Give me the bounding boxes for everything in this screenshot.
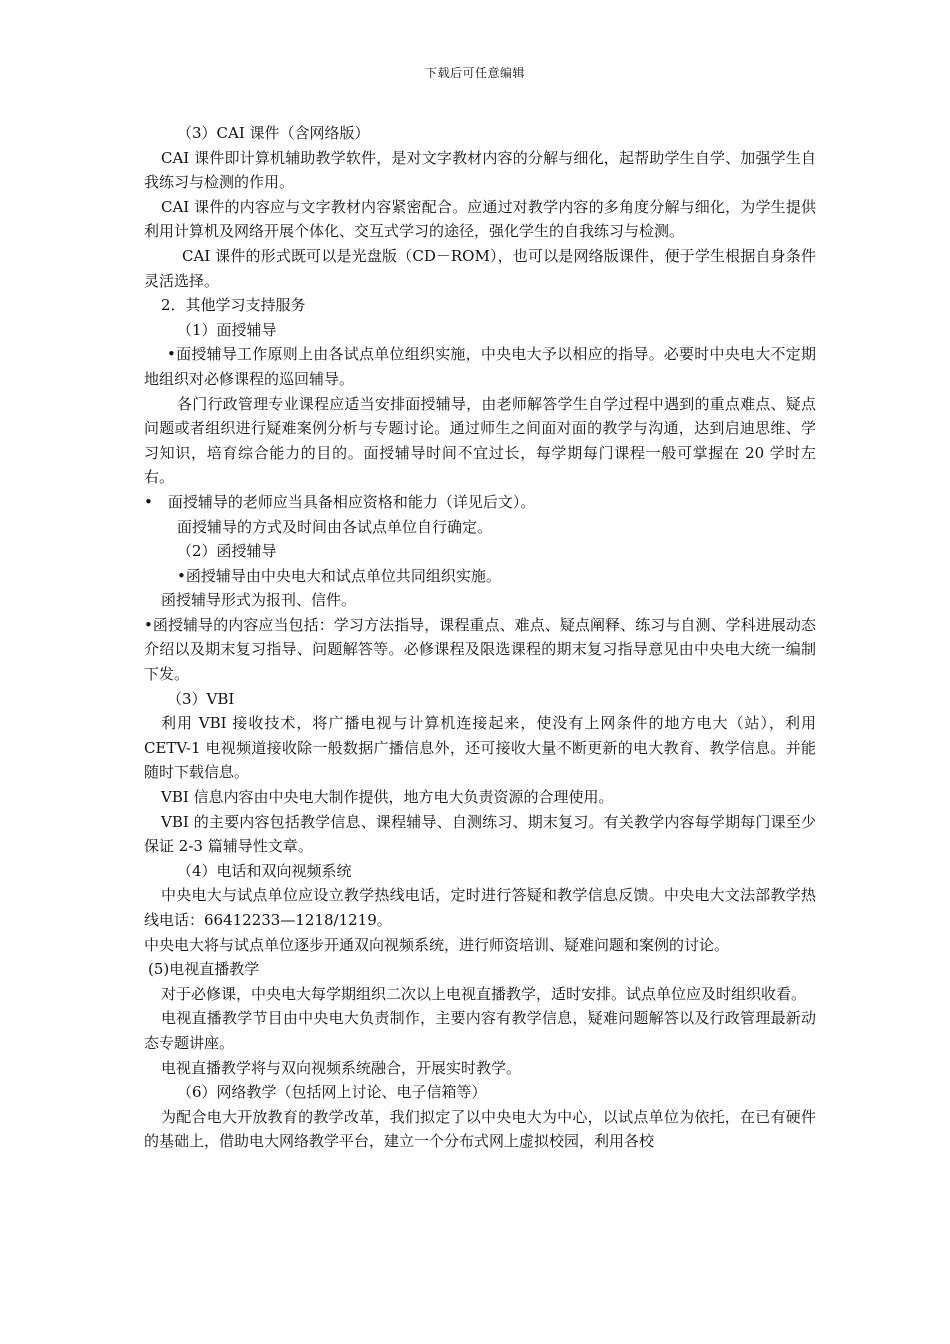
paragraph: 对于必修课，中央电大每学期组织二次以上电视直播教学，适时安排。试点单位应及时组织收看。	[161, 984, 807, 1003]
paragraph: CAI 课件的内容应与文字教材内容紧密配合。应通过对教学内容的多角度分解与细化，为学生提供利用计算机及网络开展个体化、交互式学习的途径，强化学生的自我练习与检测。	[144, 197, 816, 241]
heading-correspondence: （2）函授辅导	[177, 542, 277, 561]
heading-face-to-face: （1）面授辅导	[177, 320, 277, 339]
paragraph: VBI 信息内容由中央电大制作提供，地方电大负责资源的合理使用。	[161, 788, 614, 807]
heading-phone-video: （4）电话和双向视频系统	[177, 861, 352, 880]
heading-cai-courseware: （3）CAI 课件（含网络版）	[177, 124, 370, 142]
paragraph: 利用 VBI 接收技术，将广播电视与计算机连接起来，使没有上网条件的地方电大（站），利用 CETV-1 电视频道接收除一般数据广播信息外，还可接收大量不断更新的电大教育、教学信息。并能随时下载信息。	[144, 714, 816, 782]
paragraph: VBI 的主要内容包括教学信息、课程辅导、自测练习、期末复习。有关教学内容每学期每门课至少保证 2-3 篇辅导性文章。	[144, 812, 816, 856]
paragraph: 为配合电大开放教育的教学改革，我们拟定了以中央电大为中心，以试点单位为依托，在已有硬件的基础上，借助电大网络教学平台，建立一个分布式网上虚拟校园，利用各校	[144, 1107, 816, 1151]
page-header: 下载后可任意编辑	[424, 66, 525, 80]
paragraph: 函授辅导形式为报刊、信件。	[161, 591, 357, 610]
paragraph: 电视直播教学将与双向视频系统融合，开展实时教学。	[161, 1058, 522, 1077]
paragraph: CAI 课件即计算机辅助教学软件，是对文字教材内容的分解与细化，起帮助学生自学、加强学生自我练习与检测的作用。	[144, 148, 816, 192]
bullet-paragraph: •函授辅导的内容应当包括：学习方法指导，课程重点、难点、疑点阐释、练习与自测、学科进展动态介绍以及期末复习指导、问题解答等。必修课程及限选课程的期末复习指导意见由中央电大统一编制下发。	[144, 615, 816, 684]
paragraph: 中央电大将与试点单位逐步开通双向视频系统，进行师资培训、疑难问题和案例的讨论。	[144, 935, 730, 954]
bullet-paragraph: •函授辅导由中央电大和试点单位共同组织实施。	[177, 566, 501, 585]
bullet-paragraph: •面授辅导工作原则上由各试点单位组织实施，中央电大予以相应的指导。必要时中央电大不定期地组织对必修课程的巡回辅导。	[144, 345, 816, 388]
paragraph: CAI 课件的形式既可以是光盘版（CD－ROM），也可以是网络版课件，便于学生根据自身条件灵活选择。	[144, 246, 816, 290]
heading-vbi: （3）VBI	[167, 689, 235, 708]
bullet-paragraph: • 面授辅导的老师应当具备相应资格和能力（详见后文）。	[144, 492, 536, 511]
paragraph: 各门行政管理专业课程应适当安排面授辅导，由老师解答学生自学过程中遇到的重点难点、疑点问题或者组织进行疑难案例分析与专题讨论。通过师生之间面对面的教学与沟通，达到启迪思维、学习知识，培育综合能力的目的。面授辅导时间不宜过长，每学期每门课程一般可掌握在 20 学时左右。	[144, 394, 816, 487]
paragraph: 电视直播教学节目由中央电大负责制作，主要内容有教学信息，疑难问题解答以及行政管理最新动态专题讲座。	[144, 1009, 816, 1052]
document-body	[144, 121, 816, 1154]
heading-network-teaching: （6）网络教学（包括网上讨论、电子信箱等）	[177, 1083, 487, 1102]
paragraph: 面授辅导的方式及时间由各试点单位自行确定。	[177, 517, 493, 536]
heading-tv-broadcast: (5)电视直播教学	[148, 960, 260, 979]
heading-other-support: 2．其他学习支持服务	[161, 296, 306, 315]
paragraph: 中央电大与试点单位应设立教学热线电话，定时进行答疑和教学信息反馈。中央电大文法部教学热线电话：66412233—1218/1219。	[144, 886, 816, 929]
